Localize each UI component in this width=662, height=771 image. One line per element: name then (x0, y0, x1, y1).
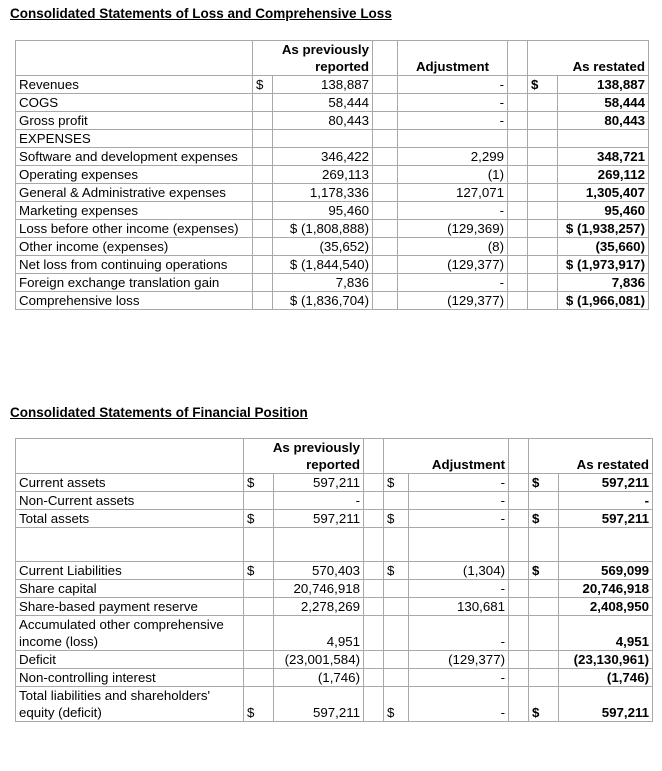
row-label: Current Liabilities (16, 562, 244, 580)
currency-symbol: $ (384, 510, 409, 528)
currency-symbol (244, 651, 274, 669)
currency-symbol: $ (529, 510, 559, 528)
row-label: Revenues (16, 76, 253, 94)
previously-reported-value: $ (1,844,540) (273, 256, 373, 274)
previously-reported-value: 597,211 (274, 687, 364, 722)
previously-reported-value (274, 528, 364, 562)
adjustment-value: - (398, 76, 508, 94)
row-label: Loss before other income (expenses) (16, 220, 253, 238)
previously-reported-value: (23,001,584) (274, 651, 364, 669)
spacer-cell (508, 202, 528, 220)
row-label: Non-Current assets (16, 492, 244, 510)
currency-symbol (253, 274, 273, 292)
currency-symbol: $ (244, 687, 274, 722)
spacer-cell (508, 130, 528, 148)
header-previously-reported (244, 439, 364, 474)
table-row (16, 292, 649, 310)
spacer-cell (509, 616, 529, 651)
restated-value: 1,305,407 (558, 184, 649, 202)
row-label: EXPENSES (16, 130, 253, 148)
previously-reported-value: - (274, 492, 364, 510)
previously-reported-value: $ (1,836,704) (273, 292, 373, 310)
restated-value: 95,460 (558, 202, 649, 220)
previously-reported-value: 1,178,336 (273, 184, 373, 202)
table-row (16, 166, 649, 184)
row-label: Share capital (16, 580, 244, 598)
spacer-cell (508, 148, 528, 166)
currency-symbol (253, 148, 273, 166)
currency-symbol (244, 616, 274, 651)
spacer-cell (509, 598, 529, 616)
currency-symbol: $ (528, 76, 558, 94)
spacer-cell (509, 669, 529, 687)
spacer-cell (364, 651, 384, 669)
currency-symbol (528, 184, 558, 202)
restated-value: (35,660) (558, 238, 649, 256)
spacer-cell (373, 292, 398, 310)
table-row (16, 130, 649, 148)
header-spacer (16, 41, 253, 76)
row-label: General & Administrative expenses (16, 184, 253, 202)
adjustment-value: 127,071 (398, 184, 508, 202)
restated-value: 7,836 (558, 274, 649, 292)
currency-symbol (528, 94, 558, 112)
header-spacer (373, 41, 398, 76)
previously-reported-value: (1,746) (274, 669, 364, 687)
table-row (16, 256, 649, 274)
restated-value: 80,443 (558, 112, 649, 130)
spacer-cell (508, 256, 528, 274)
spacer-cell (509, 492, 529, 510)
spacer-cell (509, 580, 529, 598)
currency-symbol (253, 112, 273, 130)
adjustment-value: (129,377) (398, 292, 508, 310)
currency-symbol (244, 580, 274, 598)
row-label: COGS (16, 94, 253, 112)
adjustment-value: 2,299 (398, 148, 508, 166)
spacer-cell (509, 528, 529, 562)
adjustment-value: - (409, 492, 509, 510)
currency-symbol (529, 669, 559, 687)
currency-symbol (253, 184, 273, 202)
spacer-cell (373, 148, 398, 166)
previously-reported-value: 20,746,918 (274, 580, 364, 598)
currency-symbol: $ (244, 562, 274, 580)
spacer-cell (508, 112, 528, 130)
previously-reported-value: (35,652) (273, 238, 373, 256)
adjustment-value: (129,377) (398, 256, 508, 274)
header-restated: As restated (529, 439, 653, 474)
row-label (16, 528, 244, 562)
table-row (16, 148, 649, 166)
spacer-cell (373, 202, 398, 220)
currency-symbol (253, 130, 273, 148)
restated-value: 269,112 (558, 166, 649, 184)
spacer-cell (508, 166, 528, 184)
header-line: As previously (281, 42, 370, 57)
table-row (16, 687, 653, 722)
currency-symbol (528, 274, 558, 292)
previously-reported-value: 4,951 (274, 616, 364, 651)
currency-symbol (384, 580, 409, 598)
header-adjustment: Adjustment (398, 41, 508, 76)
header-spacer (364, 439, 384, 474)
currency-symbol (528, 256, 558, 274)
table-row (16, 184, 649, 202)
table-row (16, 76, 649, 94)
currency-symbol (253, 202, 273, 220)
spacer-cell (509, 474, 529, 492)
header-row (16, 41, 649, 76)
previously-reported-value: 346,422 (273, 148, 373, 166)
spacer-cell (364, 492, 384, 510)
spacer-cell (373, 220, 398, 238)
restated-value: - (559, 492, 653, 510)
header-line: As previously (272, 440, 361, 455)
row-label: Gross profit (16, 112, 253, 130)
currency-symbol: $ (529, 474, 559, 492)
restated-value: $ (1,973,917) (558, 256, 649, 274)
table-row (16, 562, 653, 580)
adjustment-value: - (398, 112, 508, 130)
restated-value: 58,444 (558, 94, 649, 112)
row-label: Accumulated other comprehensive income (loss) (16, 616, 244, 651)
restated-value (559, 528, 653, 562)
currency-symbol (244, 669, 274, 687)
spacer-cell (509, 510, 529, 528)
previously-reported-value: 597,211 (274, 474, 364, 492)
row-label: Non-controlling interest (16, 669, 244, 687)
currency-symbol (528, 238, 558, 256)
restated-value: 348,721 (558, 148, 649, 166)
spacer-cell (364, 528, 384, 562)
row-label: Total liabilities and shareholders' equity (deficit) (16, 687, 244, 722)
table-row (16, 94, 649, 112)
adjustment-value: - (398, 274, 508, 292)
restated-value: 4,951 (559, 616, 653, 651)
spacer-cell (509, 651, 529, 669)
restated-value: $ (1,966,081) (558, 292, 649, 310)
currency-symbol (529, 598, 559, 616)
previously-reported-value: $ (1,808,888) (273, 220, 373, 238)
restated-value: 2,408,950 (559, 598, 653, 616)
header-line: reported (306, 457, 361, 472)
currency-symbol (253, 166, 273, 184)
spacer-cell (364, 562, 384, 580)
adjustment-value (398, 130, 508, 148)
spacer-cell (364, 580, 384, 598)
financial-position-title: Consolidated Statements of Financial Position (10, 405, 308, 420)
table-row (16, 112, 649, 130)
header-spacer (509, 439, 529, 474)
previously-reported-value: 570,403 (274, 562, 364, 580)
adjustment-value: - (409, 474, 509, 492)
spacer-cell (364, 510, 384, 528)
table-row (16, 651, 653, 669)
restated-value: 597,211 (559, 687, 653, 722)
table-row (16, 274, 649, 292)
adjustment-value: (1) (398, 166, 508, 184)
currency-symbol (244, 528, 274, 562)
row-label: Comprehensive loss (16, 292, 253, 310)
currency-symbol (529, 528, 559, 562)
adjustment-value: - (409, 687, 509, 722)
currency-symbol (253, 292, 273, 310)
row-label: Marketing expenses (16, 202, 253, 220)
currency-symbol: $ (384, 562, 409, 580)
spacer-cell (373, 274, 398, 292)
spacer-cell (508, 94, 528, 112)
currency-symbol (529, 492, 559, 510)
currency-symbol (384, 528, 409, 562)
spacer-cell (373, 256, 398, 274)
row-label: Total assets (16, 510, 244, 528)
currency-symbol: $ (244, 510, 274, 528)
adjustment-value (409, 528, 509, 562)
table-row (16, 616, 653, 651)
table-row (16, 492, 653, 510)
table-row (16, 202, 649, 220)
currency-symbol (528, 148, 558, 166)
currency-symbol (253, 256, 273, 274)
table-row (16, 580, 653, 598)
table-row (16, 474, 653, 492)
currency-symbol (384, 492, 409, 510)
loss-statement-table (15, 40, 649, 310)
currency-symbol (528, 112, 558, 130)
adjustment-value: 130,681 (409, 598, 509, 616)
table-row (16, 669, 653, 687)
currency-symbol (529, 616, 559, 651)
row-label: Deficit (16, 651, 244, 669)
adjustment-value: (1,304) (409, 562, 509, 580)
row-label: Foreign exchange translation gain (16, 274, 253, 292)
adjustment-value: - (409, 580, 509, 598)
header-line: reported (315, 59, 370, 74)
row-label: Operating expenses (16, 166, 253, 184)
spacer-cell (373, 166, 398, 184)
spacer-cell (508, 220, 528, 238)
spacer-cell (373, 130, 398, 148)
adjustment-value: - (409, 669, 509, 687)
spacer-cell (364, 669, 384, 687)
row-label: Net loss from continuing operations (16, 256, 253, 274)
header-row (16, 439, 653, 474)
spacer-cell (509, 687, 529, 722)
spacer-cell (364, 474, 384, 492)
row-label: Share-based payment reserve (16, 598, 244, 616)
spacer-cell (508, 274, 528, 292)
adjustment-value: (129,377) (409, 651, 509, 669)
previously-reported-value (273, 130, 373, 148)
loss-statement-title: Consolidated Statements of Loss and Comprehensive Loss (10, 6, 392, 21)
restated-value: 138,887 (558, 76, 649, 94)
currency-symbol (529, 651, 559, 669)
header-adjustment: Adjustment (384, 439, 509, 474)
restated-value: (1,746) (559, 669, 653, 687)
previously-reported-value: 138,887 (273, 76, 373, 94)
currency-symbol (253, 220, 273, 238)
previously-reported-value: 80,443 (273, 112, 373, 130)
previously-reported-value: 95,460 (273, 202, 373, 220)
table-row (16, 238, 649, 256)
row-label: Software and development expenses (16, 148, 253, 166)
spacer-cell (508, 292, 528, 310)
currency-symbol (528, 130, 558, 148)
spacer-cell (373, 94, 398, 112)
table-row (16, 598, 653, 616)
previously-reported-value: 58,444 (273, 94, 373, 112)
currency-symbol (244, 492, 274, 510)
table-row (16, 220, 649, 238)
spacer-cell (364, 598, 384, 616)
restated-value: 569,099 (559, 562, 653, 580)
adjustment-value: - (409, 510, 509, 528)
currency-symbol (528, 292, 558, 310)
spacer-cell (508, 76, 528, 94)
currency-symbol (528, 220, 558, 238)
header-previously-reported (253, 41, 373, 76)
table-row (16, 510, 653, 528)
adjustment-value: - (409, 616, 509, 651)
currency-symbol (384, 598, 409, 616)
table-row (16, 528, 653, 562)
currency-symbol: $ (244, 474, 274, 492)
previously-reported-value: 2,278,269 (274, 598, 364, 616)
currency-symbol (384, 651, 409, 669)
previously-reported-value: 269,113 (273, 166, 373, 184)
adjustment-value: - (398, 202, 508, 220)
currency-symbol: $ (529, 562, 559, 580)
currency-symbol (253, 94, 273, 112)
restated-value: 597,211 (559, 474, 653, 492)
financial-position-table (15, 438, 653, 722)
restated-value (558, 130, 649, 148)
currency-symbol (253, 238, 273, 256)
adjustment-value: - (398, 94, 508, 112)
header-spacer (508, 41, 528, 76)
restated-value: 597,211 (559, 510, 653, 528)
spacer-cell (373, 76, 398, 94)
spacer-cell (508, 238, 528, 256)
previously-reported-value: 7,836 (273, 274, 373, 292)
adjustment-value: (129,369) (398, 220, 508, 238)
restated-value: $ (1,938,257) (558, 220, 649, 238)
currency-symbol (528, 202, 558, 220)
header-spacer (16, 439, 244, 474)
spacer-cell (373, 184, 398, 202)
currency-symbol (384, 669, 409, 687)
row-label: Other income (expenses) (16, 238, 253, 256)
currency-symbol (528, 166, 558, 184)
spacer-cell (364, 616, 384, 651)
restated-value: 20,746,918 (559, 580, 653, 598)
currency-symbol (529, 580, 559, 598)
row-label: Current assets (16, 474, 244, 492)
spacer-cell (373, 112, 398, 130)
currency-symbol: $ (384, 474, 409, 492)
currency-symbol: $ (253, 76, 273, 94)
spacer-cell (508, 184, 528, 202)
currency-symbol: $ (529, 687, 559, 722)
previously-reported-value: 597,211 (274, 510, 364, 528)
currency-symbol (244, 598, 274, 616)
currency-symbol (384, 616, 409, 651)
spacer-cell (364, 687, 384, 722)
spacer-cell (373, 238, 398, 256)
header-restated: As restated (528, 41, 649, 76)
adjustment-value: (8) (398, 238, 508, 256)
currency-symbol: $ (384, 687, 409, 722)
spacer-cell (509, 562, 529, 580)
restated-value: (23,130,961) (559, 651, 653, 669)
